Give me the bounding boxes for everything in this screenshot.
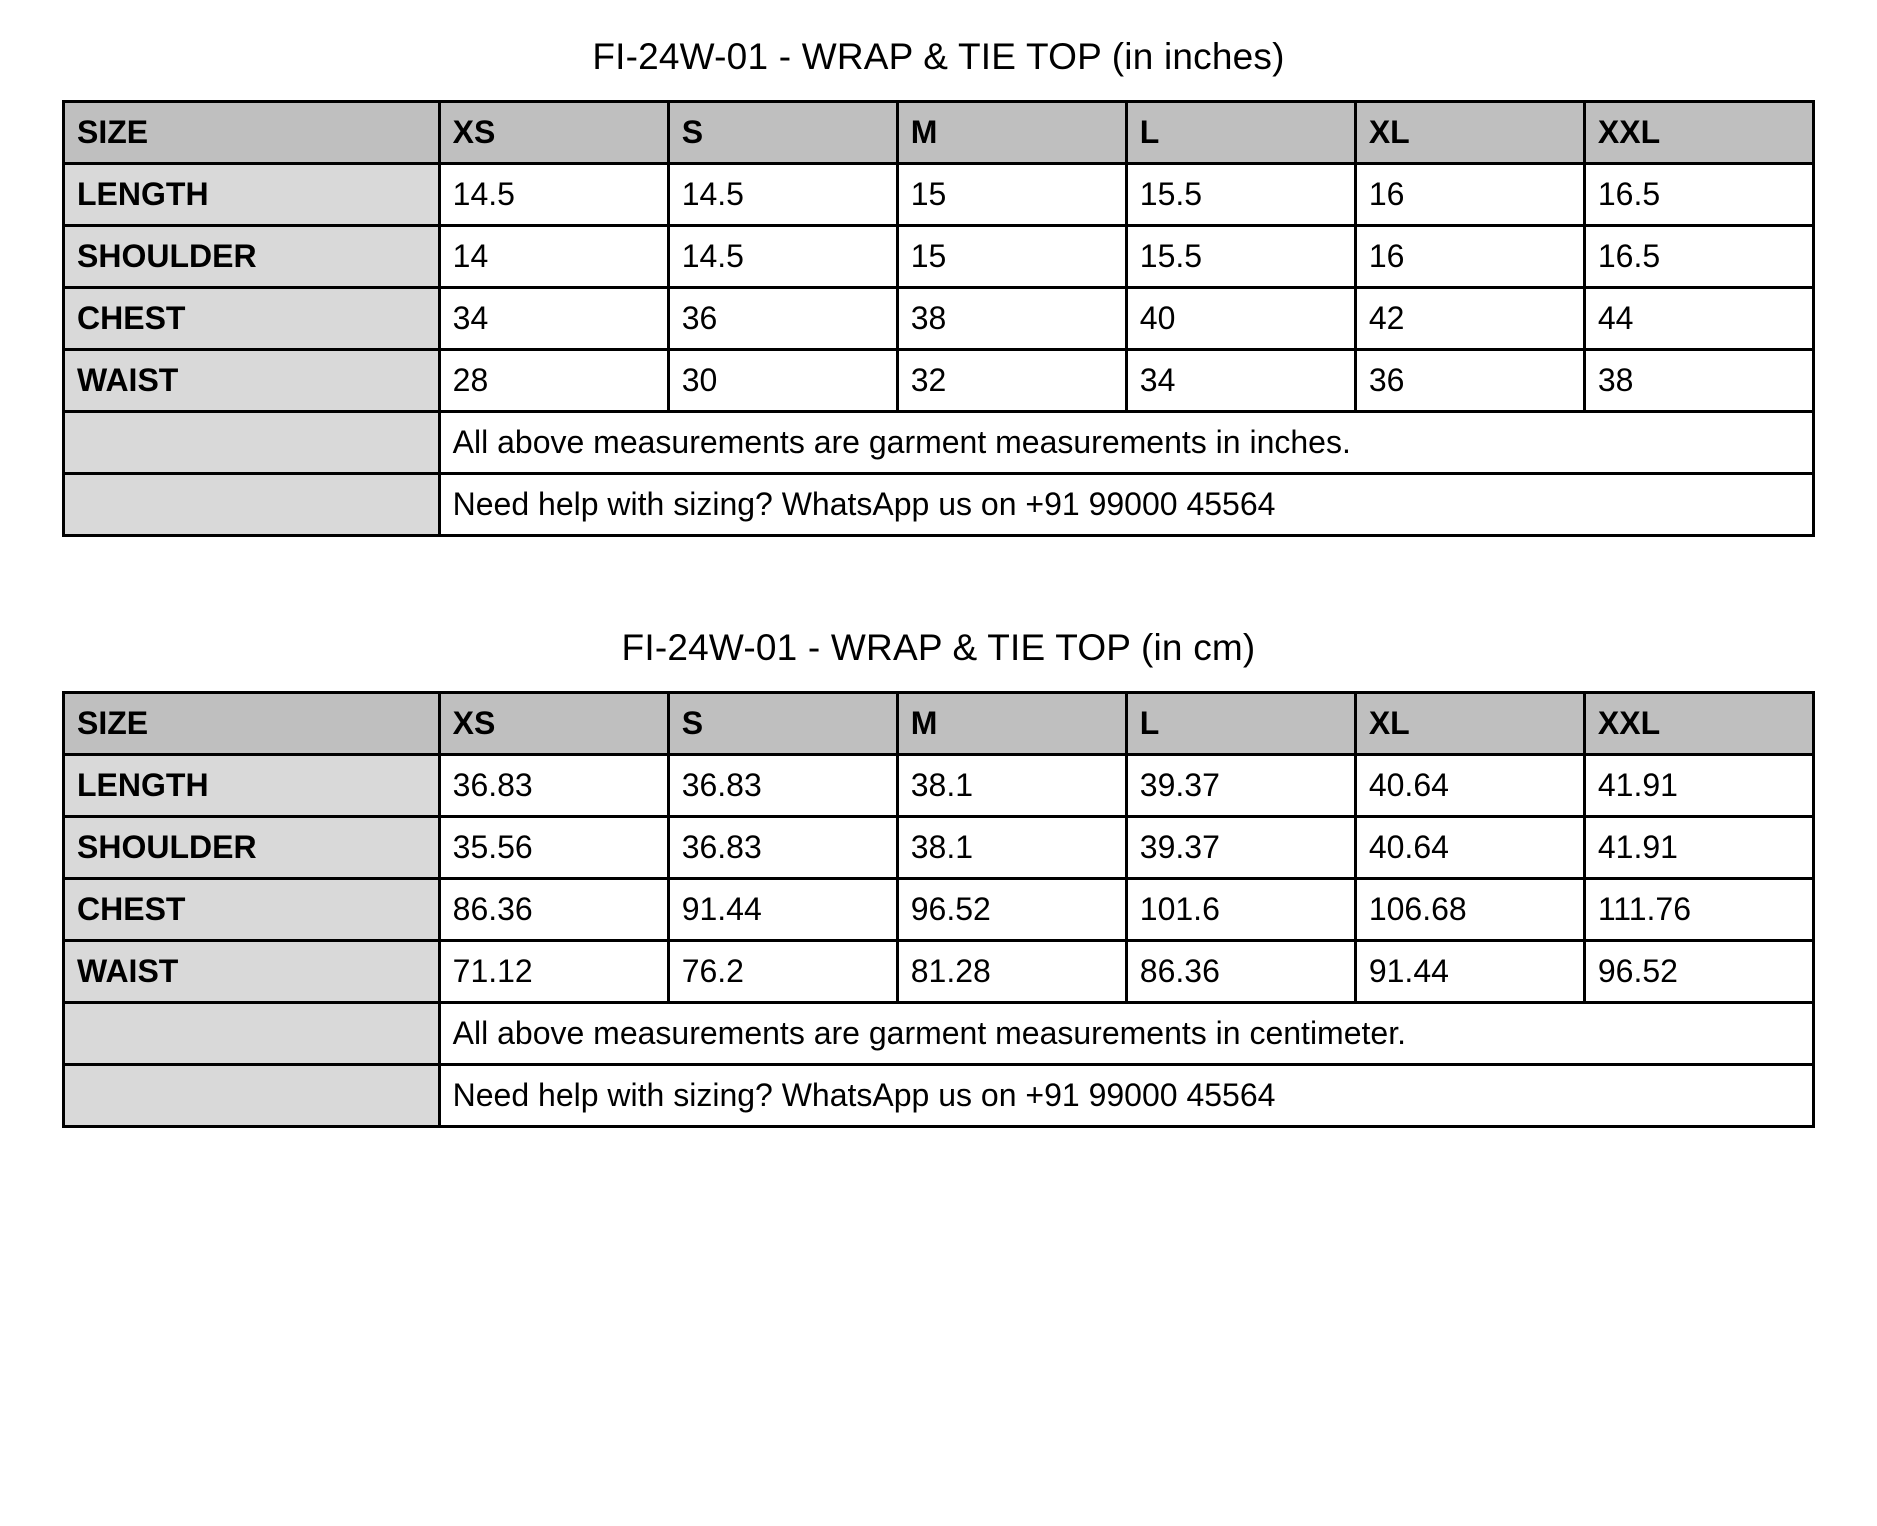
table-row (64, 941, 1814, 1003)
blank-label-cell (64, 1003, 440, 1065)
row-label-shoulder: SHOULDER (64, 226, 440, 288)
size-chart-cm (62, 591, 1815, 1128)
cell-length-xs: 14.5 (439, 164, 668, 226)
column-header-s: S (668, 693, 897, 755)
page-title-cm: FI-24W-01 - WRAP & TIE TOP (in cm) (621, 627, 1256, 668)
cell-length-l: 15.5 (1126, 164, 1355, 226)
row-label-chest: CHEST (64, 288, 440, 350)
cell-length-xxl: 16.5 (1584, 164, 1813, 226)
whatsapp-help-note: Need help with sizing? WhatsApp us on +91 99000 45564 (439, 474, 1813, 536)
table-header-row (64, 102, 1814, 164)
table-note-row (64, 1003, 1814, 1065)
cell-chest-xs: 34 (439, 288, 668, 350)
column-header-l: L (1126, 102, 1355, 164)
cell-waist-xxl: 96.52 (1584, 941, 1813, 1003)
cell-waist-xs: 28 (439, 350, 668, 412)
cell-shoulder-m: 38.1 (897, 817, 1126, 879)
table-row (64, 288, 1814, 350)
cell-shoulder-l: 39.37 (1126, 817, 1355, 879)
cell-chest-xxl: 111.76 (1584, 879, 1813, 941)
cell-chest-xxl: 44 (1584, 288, 1813, 350)
table-row (64, 879, 1814, 941)
cell-shoulder-xs: 14 (439, 226, 668, 288)
table-row (64, 350, 1814, 412)
table-row (64, 164, 1814, 226)
cell-chest-s: 36 (668, 288, 897, 350)
row-label-waist: WAIST (64, 941, 440, 1003)
cell-waist-xs: 71.12 (439, 941, 668, 1003)
table-header-row (64, 693, 1814, 755)
cell-shoulder-xxl: 41.91 (1584, 817, 1813, 879)
blank-label-cell (64, 1065, 440, 1127)
cell-shoulder-s: 14.5 (668, 226, 897, 288)
cell-length-s: 36.83 (668, 755, 897, 817)
cell-chest-xl: 106.68 (1355, 879, 1584, 941)
table-row (64, 817, 1814, 879)
cell-length-s: 14.5 (668, 164, 897, 226)
cell-length-xl: 40.64 (1355, 755, 1584, 817)
cell-length-xxl: 41.91 (1584, 755, 1813, 817)
cell-shoulder-xl: 40.64 (1355, 817, 1584, 879)
column-header-xs: XS (439, 102, 668, 164)
column-header-l: L (1126, 693, 1355, 755)
blank-label-cell (64, 474, 440, 536)
cell-chest-xs: 86.36 (439, 879, 668, 941)
row-label-waist: WAIST (64, 350, 440, 412)
cell-waist-xl: 91.44 (1355, 941, 1584, 1003)
measurement-note: All above measurements are garment measurements in centimeter. (439, 1003, 1813, 1065)
row-label-length: LENGTH (64, 164, 440, 226)
table-note-row (64, 1065, 1814, 1127)
row-label-shoulder: SHOULDER (64, 817, 440, 879)
cell-shoulder-s: 36.83 (668, 817, 897, 879)
cell-chest-l: 101.6 (1126, 879, 1355, 941)
size-chart-inches (62, 0, 1815, 537)
cell-shoulder-l: 15.5 (1126, 226, 1355, 288)
cell-length-xs: 36.83 (439, 755, 668, 817)
size-table-inches (62, 100, 1815, 537)
column-header-xs: XS (439, 693, 668, 755)
cell-shoulder-xl: 16 (1355, 226, 1584, 288)
table-row (64, 755, 1814, 817)
blank-label-cell (64, 412, 440, 474)
column-header-s: S (668, 102, 897, 164)
cell-chest-m: 38 (897, 288, 1126, 350)
column-header-m: M (897, 102, 1126, 164)
cell-waist-s: 76.2 (668, 941, 897, 1003)
table-row (64, 226, 1814, 288)
table-note-row (64, 474, 1814, 536)
column-header-xl: XL (1355, 693, 1584, 755)
measurement-note: All above measurements are garment measurements in inches. (439, 412, 1813, 474)
size-table-cm (62, 691, 1815, 1128)
row-label-chest: CHEST (64, 879, 440, 941)
cell-waist-l: 34 (1126, 350, 1355, 412)
column-header-size: SIZE (64, 693, 440, 755)
cell-length-m: 38.1 (897, 755, 1126, 817)
table-note-row (64, 412, 1814, 474)
column-header-xxl: XXL (1584, 102, 1813, 164)
cell-chest-xl: 42 (1355, 288, 1584, 350)
column-header-xxl: XXL (1584, 693, 1813, 755)
cell-waist-xl: 36 (1355, 350, 1584, 412)
page-title-inches: FI-24W-01 - WRAP & TIE TOP (in inches) (592, 36, 1285, 77)
whatsapp-help-note: Need help with sizing? WhatsApp us on +91 99000 45564 (439, 1065, 1813, 1127)
cell-shoulder-xs: 35.56 (439, 817, 668, 879)
cell-waist-s: 30 (668, 350, 897, 412)
column-header-m: M (897, 693, 1126, 755)
cell-chest-m: 96.52 (897, 879, 1126, 941)
column-header-xl: XL (1355, 102, 1584, 164)
column-header-size: SIZE (64, 102, 440, 164)
cell-waist-xxl: 38 (1584, 350, 1813, 412)
cell-waist-m: 32 (897, 350, 1126, 412)
section-spacer (62, 537, 1815, 591)
cell-length-xl: 16 (1355, 164, 1584, 226)
cell-length-l: 39.37 (1126, 755, 1355, 817)
cell-waist-l: 86.36 (1126, 941, 1355, 1003)
cell-shoulder-m: 15 (897, 226, 1126, 288)
cell-chest-l: 40 (1126, 288, 1355, 350)
cell-chest-s: 91.44 (668, 879, 897, 941)
row-label-length: LENGTH (64, 755, 440, 817)
cell-waist-m: 81.28 (897, 941, 1126, 1003)
cell-length-m: 15 (897, 164, 1126, 226)
cell-shoulder-xxl: 16.5 (1584, 226, 1813, 288)
